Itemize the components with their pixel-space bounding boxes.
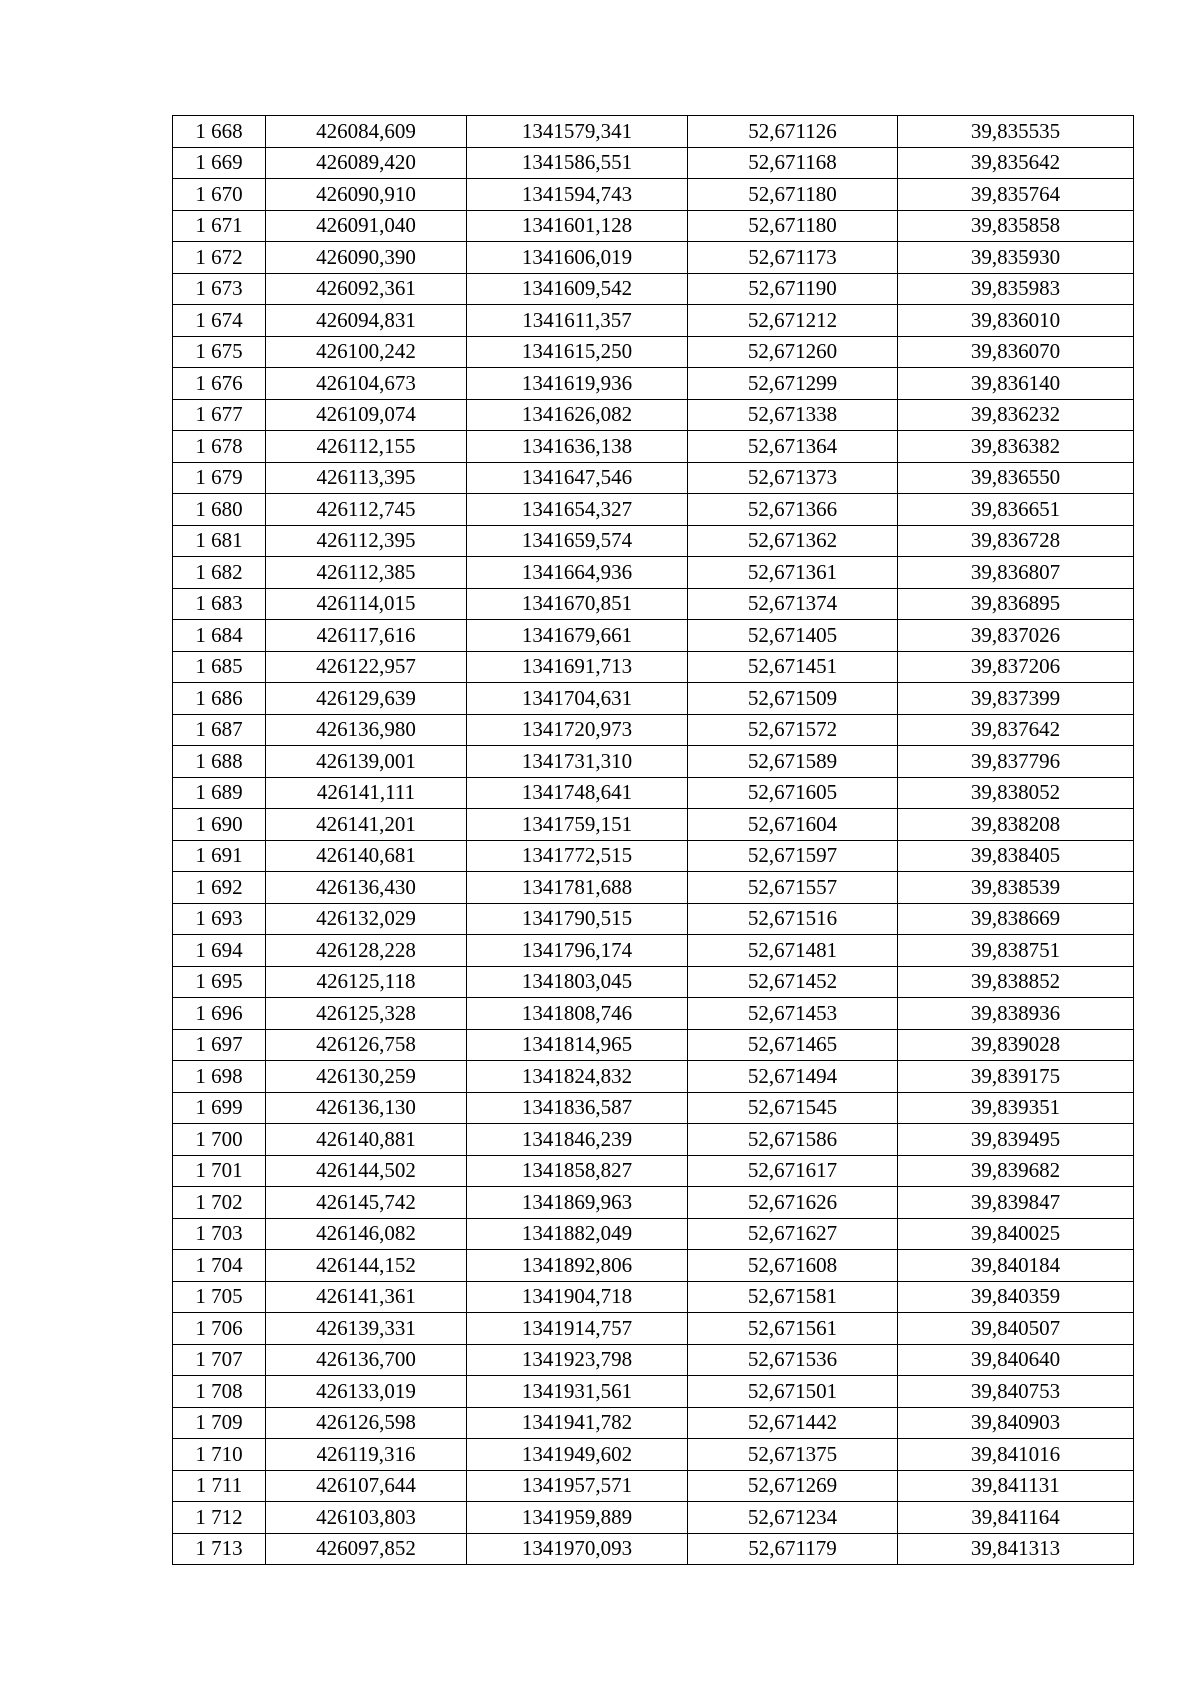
x-coordinate-cell: 426090,910 [266, 179, 467, 211]
x-coordinate-cell: 426094,831 [266, 305, 467, 337]
x-coordinate-cell: 426126,598 [266, 1407, 467, 1439]
point-number-cell: 1 704 [173, 1250, 266, 1282]
y-coordinate-cell: 1341923,798 [467, 1344, 688, 1376]
y-coordinate-cell: 1341654,327 [467, 494, 688, 526]
table-row [173, 588, 1134, 620]
coordinates-table-body [173, 116, 1134, 1565]
y-coordinate-cell: 1341691,713 [467, 651, 688, 683]
point-number-cell: 1 672 [173, 242, 266, 274]
y-coordinate-cell: 1341824,832 [467, 1061, 688, 1093]
longitude-cell: 39,836550 [898, 462, 1134, 494]
longitude-cell: 39,841164 [898, 1502, 1134, 1534]
latitude-cell: 52,671373 [688, 462, 898, 494]
longitude-cell: 39,836895 [898, 588, 1134, 620]
y-coordinate-cell: 1341759,151 [467, 809, 688, 841]
latitude-cell: 52,671212 [688, 305, 898, 337]
y-coordinate-cell: 1341941,782 [467, 1407, 688, 1439]
point-number-cell: 1 696 [173, 998, 266, 1030]
point-number-cell: 1 681 [173, 525, 266, 557]
latitude-cell: 52,671361 [688, 557, 898, 589]
point-number-cell: 1 678 [173, 431, 266, 463]
latitude-cell: 52,671234 [688, 1502, 898, 1534]
y-coordinate-cell: 1341846,239 [467, 1124, 688, 1156]
x-coordinate-cell: 426084,609 [266, 116, 467, 148]
latitude-cell: 52,671545 [688, 1092, 898, 1124]
table-row [173, 966, 1134, 998]
point-number-cell: 1 708 [173, 1376, 266, 1408]
y-coordinate-cell: 1341949,602 [467, 1439, 688, 1471]
x-coordinate-cell: 426130,259 [266, 1061, 467, 1093]
y-coordinate-cell: 1341579,341 [467, 116, 688, 148]
y-coordinate-cell: 1341781,688 [467, 872, 688, 904]
latitude-cell: 52,671173 [688, 242, 898, 274]
point-number-cell: 1 692 [173, 872, 266, 904]
point-number-cell: 1 712 [173, 1502, 266, 1534]
point-number-cell: 1 705 [173, 1281, 266, 1313]
y-coordinate-cell: 1341836,587 [467, 1092, 688, 1124]
latitude-cell: 52,671536 [688, 1344, 898, 1376]
point-number-cell: 1 690 [173, 809, 266, 841]
y-coordinate-cell: 1341636,138 [467, 431, 688, 463]
table-row [173, 273, 1134, 305]
longitude-cell: 39,835642 [898, 147, 1134, 179]
x-coordinate-cell: 426139,001 [266, 746, 467, 778]
x-coordinate-cell: 426141,111 [266, 777, 467, 809]
longitude-cell: 39,835535 [898, 116, 1134, 148]
table-row [173, 462, 1134, 494]
longitude-cell: 39,841131 [898, 1470, 1134, 1502]
longitude-cell: 39,835858 [898, 210, 1134, 242]
table-row [173, 1187, 1134, 1219]
y-coordinate-cell: 1341772,515 [467, 840, 688, 872]
point-number-cell: 1 682 [173, 557, 266, 589]
x-coordinate-cell: 426145,742 [266, 1187, 467, 1219]
x-coordinate-cell: 426141,201 [266, 809, 467, 841]
x-coordinate-cell: 426112,155 [266, 431, 467, 463]
y-coordinate-cell: 1341731,310 [467, 746, 688, 778]
longitude-cell: 39,835983 [898, 273, 1134, 305]
table-row [173, 1376, 1134, 1408]
latitude-cell: 52,671362 [688, 525, 898, 557]
x-coordinate-cell: 426090,390 [266, 242, 467, 274]
latitude-cell: 52,671465 [688, 1029, 898, 1061]
table-row [173, 1218, 1134, 1250]
longitude-cell: 39,841016 [898, 1439, 1134, 1471]
longitude-cell: 39,836382 [898, 431, 1134, 463]
table-row [173, 494, 1134, 526]
latitude-cell: 52,671605 [688, 777, 898, 809]
latitude-cell: 52,671481 [688, 935, 898, 967]
longitude-cell: 39,836140 [898, 368, 1134, 400]
x-coordinate-cell: 426144,152 [266, 1250, 467, 1282]
latitude-cell: 52,671180 [688, 179, 898, 211]
x-coordinate-cell: 426112,395 [266, 525, 467, 557]
x-coordinate-cell: 426122,957 [266, 651, 467, 683]
latitude-cell: 52,671405 [688, 620, 898, 652]
point-number-cell: 1 684 [173, 620, 266, 652]
latitude-cell: 52,671366 [688, 494, 898, 526]
x-coordinate-cell: 426141,361 [266, 1281, 467, 1313]
y-coordinate-cell: 1341914,757 [467, 1313, 688, 1345]
y-coordinate-cell: 1341803,045 [467, 966, 688, 998]
point-number-cell: 1 683 [173, 588, 266, 620]
longitude-cell: 39,838751 [898, 935, 1134, 967]
y-coordinate-cell: 1341790,515 [467, 903, 688, 935]
x-coordinate-cell: 426089,420 [266, 147, 467, 179]
x-coordinate-cell: 426126,758 [266, 1029, 467, 1061]
latitude-cell: 52,671604 [688, 809, 898, 841]
x-coordinate-cell: 426091,040 [266, 210, 467, 242]
y-coordinate-cell: 1341892,806 [467, 1250, 688, 1282]
table-row [173, 336, 1134, 368]
y-coordinate-cell: 1341808,746 [467, 998, 688, 1030]
latitude-cell: 52,671260 [688, 336, 898, 368]
latitude-cell: 52,671374 [688, 588, 898, 620]
latitude-cell: 52,671338 [688, 399, 898, 431]
latitude-cell: 52,671364 [688, 431, 898, 463]
point-number-cell: 1 680 [173, 494, 266, 526]
x-coordinate-cell: 426133,019 [266, 1376, 467, 1408]
table-row [173, 746, 1134, 778]
point-number-cell: 1 711 [173, 1470, 266, 1502]
y-coordinate-cell: 1341882,049 [467, 1218, 688, 1250]
point-number-cell: 1 695 [173, 966, 266, 998]
longitude-cell: 39,839028 [898, 1029, 1134, 1061]
table-row [173, 620, 1134, 652]
x-coordinate-cell: 426136,980 [266, 714, 467, 746]
point-number-cell: 1 691 [173, 840, 266, 872]
table-row [173, 1250, 1134, 1282]
x-coordinate-cell: 426114,015 [266, 588, 467, 620]
latitude-cell: 52,671442 [688, 1407, 898, 1439]
point-number-cell: 1 702 [173, 1187, 266, 1219]
x-coordinate-cell: 426125,118 [266, 966, 467, 998]
longitude-cell: 39,837796 [898, 746, 1134, 778]
longitude-cell: 39,838852 [898, 966, 1134, 998]
x-coordinate-cell: 426129,639 [266, 683, 467, 715]
latitude-cell: 52,671597 [688, 840, 898, 872]
longitude-cell: 39,837026 [898, 620, 1134, 652]
latitude-cell: 52,671179 [688, 1533, 898, 1565]
longitude-cell: 39,837642 [898, 714, 1134, 746]
point-number-cell: 1 710 [173, 1439, 266, 1471]
latitude-cell: 52,671451 [688, 651, 898, 683]
latitude-cell: 52,671626 [688, 1187, 898, 1219]
table-row [173, 777, 1134, 809]
longitude-cell: 39,840640 [898, 1344, 1134, 1376]
table-row [173, 1470, 1134, 1502]
point-number-cell: 1 669 [173, 147, 266, 179]
x-coordinate-cell: 426146,082 [266, 1218, 467, 1250]
longitude-cell: 39,840753 [898, 1376, 1134, 1408]
point-number-cell: 1 709 [173, 1407, 266, 1439]
longitude-cell: 39,839682 [898, 1155, 1134, 1187]
latitude-cell: 52,671299 [688, 368, 898, 400]
y-coordinate-cell: 1341959,889 [467, 1502, 688, 1534]
longitude-cell: 39,838052 [898, 777, 1134, 809]
longitude-cell: 39,837206 [898, 651, 1134, 683]
y-coordinate-cell: 1341970,093 [467, 1533, 688, 1565]
point-number-cell: 1 674 [173, 305, 266, 337]
table-row [173, 1533, 1134, 1565]
point-number-cell: 1 698 [173, 1061, 266, 1093]
longitude-cell: 39,840184 [898, 1250, 1134, 1282]
y-coordinate-cell: 1341814,965 [467, 1029, 688, 1061]
x-coordinate-cell: 426128,228 [266, 935, 467, 967]
latitude-cell: 52,671516 [688, 903, 898, 935]
longitude-cell: 39,835764 [898, 179, 1134, 211]
table-row [173, 935, 1134, 967]
x-coordinate-cell: 426103,803 [266, 1502, 467, 1534]
x-coordinate-cell: 426144,502 [266, 1155, 467, 1187]
table-row [173, 1092, 1134, 1124]
table-row [173, 1344, 1134, 1376]
latitude-cell: 52,671375 [688, 1439, 898, 1471]
latitude-cell: 52,671180 [688, 210, 898, 242]
table-row [173, 147, 1134, 179]
point-number-cell: 1 687 [173, 714, 266, 746]
x-coordinate-cell: 426112,745 [266, 494, 467, 526]
table-row [173, 242, 1134, 274]
latitude-cell: 52,671617 [688, 1155, 898, 1187]
point-number-cell: 1 685 [173, 651, 266, 683]
longitude-cell: 39,835930 [898, 242, 1134, 274]
point-number-cell: 1 673 [173, 273, 266, 305]
table-row [173, 1061, 1134, 1093]
coordinates-table [172, 115, 1134, 1565]
point-number-cell: 1 706 [173, 1313, 266, 1345]
point-number-cell: 1 677 [173, 399, 266, 431]
x-coordinate-cell: 426117,616 [266, 620, 467, 652]
table-row [173, 1281, 1134, 1313]
latitude-cell: 52,671269 [688, 1470, 898, 1502]
x-coordinate-cell: 426109,074 [266, 399, 467, 431]
table-row [173, 368, 1134, 400]
point-number-cell: 1 693 [173, 903, 266, 935]
longitude-cell: 39,836807 [898, 557, 1134, 589]
longitude-cell: 39,838405 [898, 840, 1134, 872]
y-coordinate-cell: 1341601,128 [467, 210, 688, 242]
latitude-cell: 52,671452 [688, 966, 898, 998]
y-coordinate-cell: 1341869,963 [467, 1187, 688, 1219]
x-coordinate-cell: 426136,430 [266, 872, 467, 904]
y-coordinate-cell: 1341664,936 [467, 557, 688, 589]
y-coordinate-cell: 1341858,827 [467, 1155, 688, 1187]
table-row [173, 431, 1134, 463]
point-number-cell: 1 675 [173, 336, 266, 368]
table-row [173, 1124, 1134, 1156]
latitude-cell: 52,671501 [688, 1376, 898, 1408]
table-row [173, 1502, 1134, 1534]
x-coordinate-cell: 426097,852 [266, 1533, 467, 1565]
table-row [173, 399, 1134, 431]
point-number-cell: 1 676 [173, 368, 266, 400]
longitude-cell: 39,840359 [898, 1281, 1134, 1313]
y-coordinate-cell: 1341957,571 [467, 1470, 688, 1502]
longitude-cell: 39,840025 [898, 1218, 1134, 1250]
y-coordinate-cell: 1341611,357 [467, 305, 688, 337]
y-coordinate-cell: 1341679,661 [467, 620, 688, 652]
latitude-cell: 52,671453 [688, 998, 898, 1030]
x-coordinate-cell: 426132,029 [266, 903, 467, 935]
table-row [173, 840, 1134, 872]
point-number-cell: 1 713 [173, 1533, 266, 1565]
y-coordinate-cell: 1341647,546 [467, 462, 688, 494]
y-coordinate-cell: 1341609,542 [467, 273, 688, 305]
table-row [173, 1407, 1134, 1439]
latitude-cell: 52,671627 [688, 1218, 898, 1250]
table-row [173, 809, 1134, 841]
latitude-cell: 52,671168 [688, 147, 898, 179]
latitude-cell: 52,671509 [688, 683, 898, 715]
point-number-cell: 1 707 [173, 1344, 266, 1376]
longitude-cell: 39,836651 [898, 494, 1134, 526]
latitude-cell: 52,671608 [688, 1250, 898, 1282]
longitude-cell: 39,836070 [898, 336, 1134, 368]
longitude-cell: 39,839495 [898, 1124, 1134, 1156]
longitude-cell: 39,837399 [898, 683, 1134, 715]
table-row [173, 998, 1134, 1030]
point-number-cell: 1 703 [173, 1218, 266, 1250]
x-coordinate-cell: 426113,395 [266, 462, 467, 494]
point-number-cell: 1 694 [173, 935, 266, 967]
y-coordinate-cell: 1341670,851 [467, 588, 688, 620]
longitude-cell: 39,839175 [898, 1061, 1134, 1093]
latitude-cell: 52,671494 [688, 1061, 898, 1093]
point-number-cell: 1 671 [173, 210, 266, 242]
table-row [173, 683, 1134, 715]
y-coordinate-cell: 1341720,973 [467, 714, 688, 746]
table-row [173, 872, 1134, 904]
longitude-cell: 39,838208 [898, 809, 1134, 841]
longitude-cell: 39,836728 [898, 525, 1134, 557]
latitude-cell: 52,671581 [688, 1281, 898, 1313]
table-row [173, 714, 1134, 746]
x-coordinate-cell: 426139,331 [266, 1313, 467, 1345]
y-coordinate-cell: 1341594,743 [467, 179, 688, 211]
y-coordinate-cell: 1341931,561 [467, 1376, 688, 1408]
point-number-cell: 1 670 [173, 179, 266, 211]
x-coordinate-cell: 426140,881 [266, 1124, 467, 1156]
y-coordinate-cell: 1341619,936 [467, 368, 688, 400]
x-coordinate-cell: 426125,328 [266, 998, 467, 1030]
latitude-cell: 52,671586 [688, 1124, 898, 1156]
longitude-cell: 39,839847 [898, 1187, 1134, 1219]
point-number-cell: 1 686 [173, 683, 266, 715]
y-coordinate-cell: 1341626,082 [467, 399, 688, 431]
x-coordinate-cell: 426104,673 [266, 368, 467, 400]
point-number-cell: 1 688 [173, 746, 266, 778]
longitude-cell: 39,838936 [898, 998, 1134, 1030]
table-row [173, 116, 1134, 148]
point-number-cell: 1 699 [173, 1092, 266, 1124]
latitude-cell: 52,671572 [688, 714, 898, 746]
table-row [173, 305, 1134, 337]
y-coordinate-cell: 1341659,574 [467, 525, 688, 557]
longitude-cell: 39,840903 [898, 1407, 1134, 1439]
x-coordinate-cell: 426100,242 [266, 336, 467, 368]
x-coordinate-cell: 426107,644 [266, 1470, 467, 1502]
table-row [173, 179, 1134, 211]
latitude-cell: 52,671561 [688, 1313, 898, 1345]
y-coordinate-cell: 1341796,174 [467, 935, 688, 967]
y-coordinate-cell: 1341615,250 [467, 336, 688, 368]
longitude-cell: 39,840507 [898, 1313, 1134, 1345]
table-row [173, 557, 1134, 589]
longitude-cell: 39,836232 [898, 399, 1134, 431]
point-number-cell: 1 679 [173, 462, 266, 494]
table-row [173, 903, 1134, 935]
longitude-cell: 39,838539 [898, 872, 1134, 904]
table-row [173, 1313, 1134, 1345]
x-coordinate-cell: 426092,361 [266, 273, 467, 305]
x-coordinate-cell: 426136,700 [266, 1344, 467, 1376]
table-row [173, 651, 1134, 683]
table-row [173, 525, 1134, 557]
table-row [173, 210, 1134, 242]
latitude-cell: 52,671589 [688, 746, 898, 778]
longitude-cell: 39,841313 [898, 1533, 1134, 1565]
longitude-cell: 39,838669 [898, 903, 1134, 935]
x-coordinate-cell: 426140,681 [266, 840, 467, 872]
table-row [173, 1029, 1134, 1061]
y-coordinate-cell: 1341704,631 [467, 683, 688, 715]
point-number-cell: 1 700 [173, 1124, 266, 1156]
table-row [173, 1439, 1134, 1471]
y-coordinate-cell: 1341904,718 [467, 1281, 688, 1313]
latitude-cell: 52,671557 [688, 872, 898, 904]
x-coordinate-cell: 426112,385 [266, 557, 467, 589]
longitude-cell: 39,836010 [898, 305, 1134, 337]
y-coordinate-cell: 1341586,551 [467, 147, 688, 179]
longitude-cell: 39,839351 [898, 1092, 1134, 1124]
point-number-cell: 1 668 [173, 116, 266, 148]
x-coordinate-cell: 426119,316 [266, 1439, 467, 1471]
x-coordinate-cell: 426136,130 [266, 1092, 467, 1124]
y-coordinate-cell: 1341606,019 [467, 242, 688, 274]
y-coordinate-cell: 1341748,641 [467, 777, 688, 809]
point-number-cell: 1 689 [173, 777, 266, 809]
latitude-cell: 52,671190 [688, 273, 898, 305]
latitude-cell: 52,671126 [688, 116, 898, 148]
point-number-cell: 1 701 [173, 1155, 266, 1187]
table-row [173, 1155, 1134, 1187]
point-number-cell: 1 697 [173, 1029, 266, 1061]
